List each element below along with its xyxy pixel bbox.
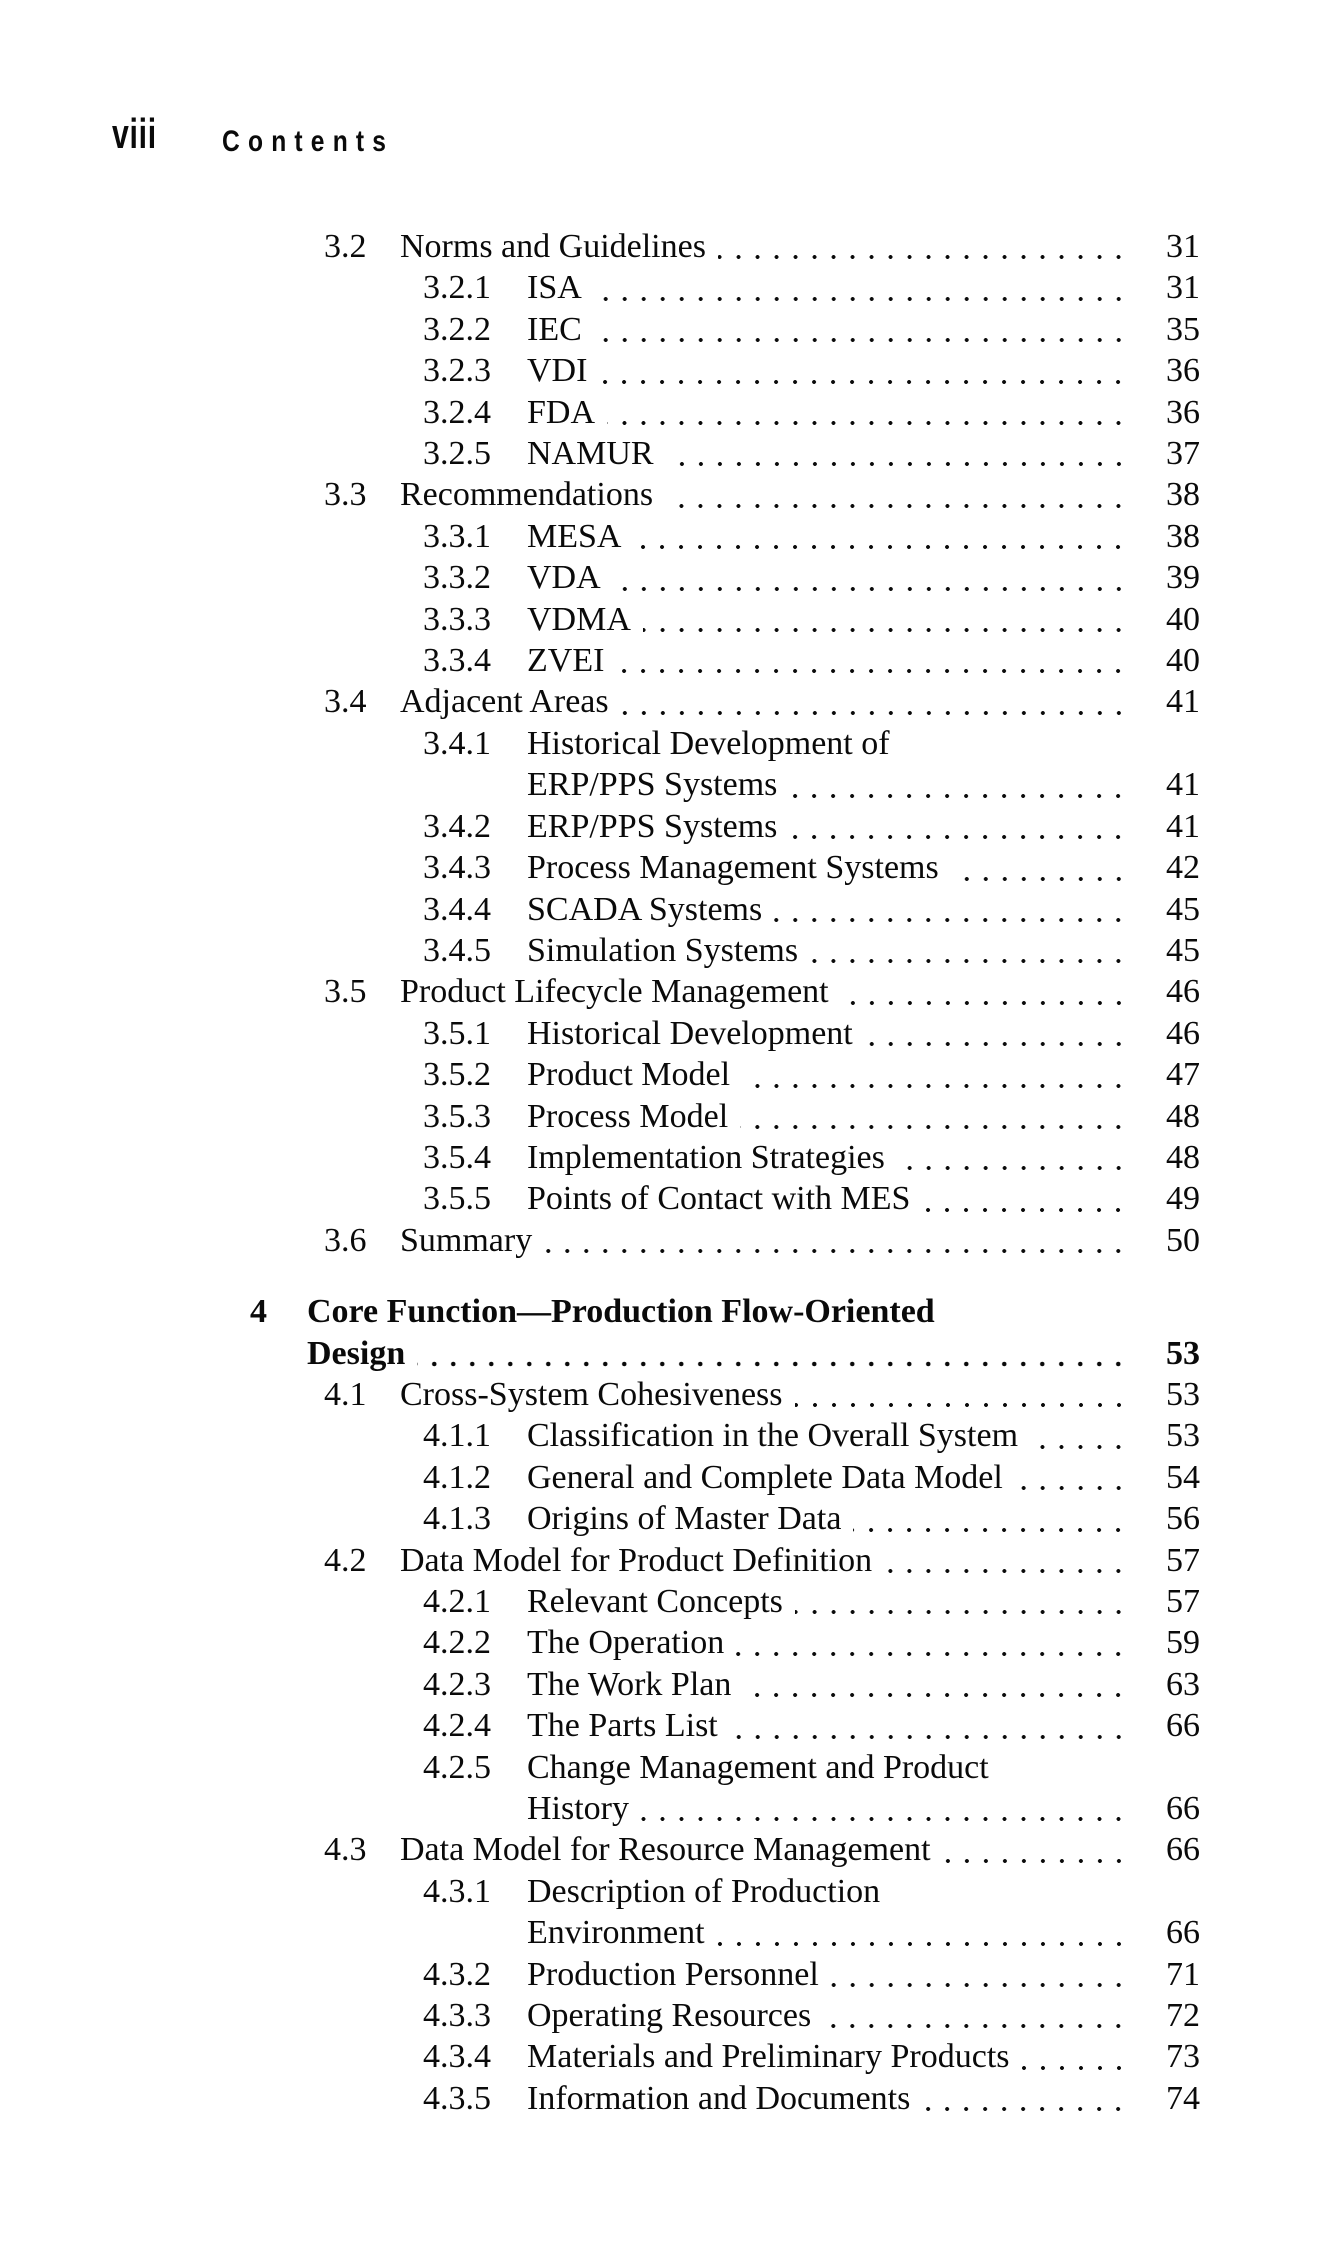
dot-leader xyxy=(1030,1415,1128,1456)
toc-entry-page: 37 xyxy=(1166,435,1200,473)
toc-entry-title-continuation: Design xyxy=(307,1334,406,1372)
toc-entry-number: 3.2.2 xyxy=(423,310,491,348)
toc-entry-title: Materials and Preliminary Products xyxy=(527,2038,1010,2076)
toc-entry-page: 53 xyxy=(1166,1417,1200,1455)
toc-entry-number: 3.2.4 xyxy=(423,393,491,431)
toc-entry xyxy=(423,1013,1200,1054)
toc-entry xyxy=(423,1096,1200,1137)
toc-entry-number: 4.3.1 xyxy=(423,1872,491,1910)
toc-entry-title: Cross-System Cohesiveness xyxy=(400,1375,783,1413)
toc-entry-number: 3.5.4 xyxy=(423,1138,491,1176)
toc-entry-page: 41 xyxy=(1166,766,1200,804)
toc-entry-page: 45 xyxy=(1166,931,1200,969)
toc-entry-number: 3.5.5 xyxy=(423,1180,491,1218)
toc-entry-number: 4.2.2 xyxy=(423,1624,491,1662)
dot-leader xyxy=(599,350,1128,391)
toc-entry-page: 72 xyxy=(1166,1997,1200,2035)
folio-page-number: viii xyxy=(112,110,157,157)
toc-entry xyxy=(423,1747,1200,1788)
toc-entry-page: 40 xyxy=(1166,642,1200,680)
toc-entry xyxy=(423,847,1200,888)
toc-entry xyxy=(423,1581,1200,1622)
toc-entry-title: FDA xyxy=(527,393,596,431)
toc-entry xyxy=(527,1788,1200,1829)
toc-entry-page: 57 xyxy=(1166,1541,1200,1579)
toc-entry-number: 4.3.2 xyxy=(423,1955,491,1993)
toc-entry-title: Core Function—Production Flow-Oriented xyxy=(307,1293,935,1331)
toc-entry-title: Description of Production xyxy=(527,1872,881,1910)
dot-leader xyxy=(621,681,1128,722)
toc-entry-title: Origins of Master Data xyxy=(527,1500,842,1538)
dot-leader xyxy=(613,557,1128,598)
toc-entry-number: 3.3.1 xyxy=(423,517,491,555)
toc-entry xyxy=(423,1954,1200,1995)
toc-entry xyxy=(423,433,1200,474)
toc-entry-number: 3.5.3 xyxy=(423,1097,491,1135)
toc-entry-title: VDI xyxy=(527,352,588,390)
toc-entry-title: Process Model xyxy=(527,1097,729,1135)
toc-entry-page: 36 xyxy=(1166,393,1200,431)
toc-entry-page: 53 xyxy=(1166,1334,1200,1372)
dot-leader xyxy=(810,930,1128,971)
dot-leader xyxy=(594,309,1128,350)
dot-leader xyxy=(865,1013,1128,1054)
toc-entry-page: 39 xyxy=(1166,559,1200,597)
toc-entry xyxy=(423,350,1200,391)
toc-entry-page: 73 xyxy=(1166,2038,1200,2076)
toc-entry-number: 3.3 xyxy=(324,476,367,514)
dot-leader xyxy=(743,1664,1128,1705)
dot-leader xyxy=(897,1137,1128,1178)
toc-entry xyxy=(423,1622,1200,1663)
toc-entry xyxy=(324,226,1200,267)
toc-entry-number: 4.3.5 xyxy=(423,2079,491,2117)
toc-entry-number: 4.3.4 xyxy=(423,2038,491,2076)
toc-entry-number: 3.4 xyxy=(324,683,367,721)
toc-entry-number: 4.1.2 xyxy=(423,1458,491,1496)
toc-entry-number: 4.1 xyxy=(324,1375,367,1413)
toc-entry-number: 3.5.2 xyxy=(423,1056,491,1094)
toc-entry-title-continuation: History xyxy=(527,1790,629,1828)
toc-entry-page: 53 xyxy=(1166,1375,1200,1413)
toc-entry xyxy=(423,889,1200,930)
toc-entry xyxy=(423,1995,1200,2036)
toc-entry-title: Points of Contact with MES xyxy=(527,1180,911,1218)
toc-entry xyxy=(423,267,1200,308)
toc-entry-title: Norms and Guidelines xyxy=(400,228,706,265)
toc-entry-page: 48 xyxy=(1166,1138,1200,1176)
toc-entry-number: 3.4.1 xyxy=(423,724,491,762)
toc-entry-title: Recommendations xyxy=(400,476,654,514)
toc-entry xyxy=(423,309,1200,350)
toc-entry-page: 66 xyxy=(1166,1790,1200,1828)
dot-leader xyxy=(665,474,1128,515)
toc-entry-number: 4.2.4 xyxy=(423,1707,491,1745)
toc-entry xyxy=(423,1054,1200,1095)
toc-entry-number: 4.2.5 xyxy=(423,1748,491,1786)
toc-entry-page: 66 xyxy=(1166,1707,1200,1745)
toc-entry-page: 42 xyxy=(1166,849,1200,887)
toc-entry-title: ZVEI xyxy=(527,642,605,680)
toc-entry-number: 3.6 xyxy=(324,1221,367,1259)
toc-entry xyxy=(324,1220,1200,1261)
toc-entry-title: NAMUR xyxy=(527,435,654,473)
dot-leader xyxy=(795,1581,1128,1622)
toc-entry-number: 3.2.3 xyxy=(423,352,491,390)
toc-entry-page: 38 xyxy=(1166,476,1200,514)
toc-entry-page: 56 xyxy=(1166,1500,1200,1538)
toc-entry xyxy=(423,1415,1200,1456)
toc-entry xyxy=(423,1871,1200,1912)
toc-entry-page: 31 xyxy=(1166,228,1200,265)
dot-leader xyxy=(841,971,1128,1012)
toc-entry-number: 4.1.1 xyxy=(423,1417,491,1455)
toc-entry xyxy=(307,1333,1200,1374)
toc-entry xyxy=(423,930,1200,971)
toc-entry xyxy=(324,474,1200,515)
toc-entry-title: Historical Development xyxy=(527,1014,853,1052)
toc-entry xyxy=(527,764,1200,805)
toc-entry-title: ERP/PPS Systems xyxy=(527,807,778,845)
toc-entry-page: 41 xyxy=(1166,807,1200,845)
toc-entry-number: 4.3 xyxy=(324,1831,367,1869)
dot-leader xyxy=(795,1374,1129,1415)
toc-entry-page: 38 xyxy=(1166,517,1200,555)
toc-entry xyxy=(423,2036,1200,2077)
toc-entry-number: 3.5 xyxy=(324,973,367,1011)
toc-entry-page: 66 xyxy=(1166,1831,1200,1869)
toc-entry-page: 49 xyxy=(1166,1180,1200,1218)
toc-entry-page: 63 xyxy=(1166,1665,1200,1703)
toc-entry-page: 59 xyxy=(1166,1624,1200,1662)
toc-entry xyxy=(324,971,1200,1012)
toc-list xyxy=(250,226,1200,2119)
toc-entry-title-continuation: Environment xyxy=(527,1914,705,1952)
toc-entry-page: 71 xyxy=(1166,1955,1200,1993)
toc-entry xyxy=(423,2078,1200,2119)
toc-entry xyxy=(527,1912,1200,1953)
dot-leader xyxy=(742,1054,1128,1095)
toc-entry xyxy=(324,1829,1200,1870)
toc-entry-title: Simulation Systems xyxy=(527,931,799,969)
toc-entry xyxy=(423,640,1200,681)
dot-leader xyxy=(922,2078,1128,2119)
dot-leader xyxy=(633,516,1128,557)
toc-entry xyxy=(250,1291,1200,1332)
dot-leader xyxy=(922,1178,1128,1219)
toc-entry-number: 3.2.5 xyxy=(423,435,491,473)
toc-entry xyxy=(423,599,1200,640)
toc-entry-page: 35 xyxy=(1166,310,1200,348)
toc-entry-title: Summary xyxy=(400,1221,533,1259)
toc-entry-number: 4 xyxy=(250,1293,267,1331)
dot-leader xyxy=(616,640,1128,681)
dot-leader xyxy=(607,392,1128,433)
toc-entry-page: 54 xyxy=(1166,1458,1200,1496)
toc-entry-title: Relevant Concepts xyxy=(527,1583,783,1620)
dot-leader xyxy=(594,267,1128,308)
dot-leader xyxy=(736,1622,1128,1663)
toc-entry-number: 3.4.3 xyxy=(423,849,491,887)
toc-entry-number: 4.3.3 xyxy=(423,1997,491,2035)
toc-entry-title: Implementation Strategies xyxy=(527,1138,885,1176)
dot-leader xyxy=(740,1096,1128,1137)
toc-entry-number: 4.2.3 xyxy=(423,1665,491,1703)
dot-leader xyxy=(1015,1457,1128,1498)
toc-entry-title: Data Model for Resource Management xyxy=(400,1831,931,1869)
dot-leader xyxy=(718,226,1128,267)
dot-leader xyxy=(789,806,1128,847)
toc-entry-page: 45 xyxy=(1166,890,1200,928)
toc-entry-title: SCADA Systems xyxy=(527,890,763,928)
toc-entry-title: MESA xyxy=(527,517,622,555)
toc-entry-number: 3.4.4 xyxy=(423,890,491,928)
toc-entry-title: The Parts List xyxy=(527,1707,718,1745)
dot-leader xyxy=(943,1829,1128,1870)
toc-entry-title: Adjacent Areas xyxy=(400,683,609,721)
toc-entry xyxy=(423,1498,1200,1539)
dot-leader xyxy=(717,1912,1128,1953)
toc-entry-title: Operating Resources xyxy=(527,1997,812,2035)
toc-entry-number: 3.2 xyxy=(324,228,367,265)
dot-leader xyxy=(643,599,1128,640)
toc-entry xyxy=(423,392,1200,433)
dot-leader xyxy=(1022,2036,1128,2077)
toc-entry xyxy=(423,557,1200,598)
toc-entry-number: 4.2.1 xyxy=(423,1583,491,1620)
toc-entry-title: IEC xyxy=(527,310,582,348)
dot-leader xyxy=(951,847,1128,888)
toc-entry xyxy=(423,806,1200,847)
toc-entry-number: 3.3.3 xyxy=(423,600,491,638)
toc-entry-title: Historical Development of xyxy=(527,724,890,762)
toc-entry-number: 4.2 xyxy=(324,1541,367,1579)
toc-entry xyxy=(324,1374,1200,1415)
toc-entry-page: 36 xyxy=(1166,352,1200,390)
toc-entry-title: Process Management Systems xyxy=(527,849,939,887)
toc-entry-title: The Operation xyxy=(527,1624,725,1662)
toc-entry-title: Classification in the Overall System xyxy=(527,1417,1019,1455)
toc-entry-title: Production Personnel xyxy=(527,1955,819,1993)
toc-entry-number: 3.4.2 xyxy=(423,807,491,845)
toc-entry-page: 40 xyxy=(1166,600,1200,638)
dot-leader xyxy=(730,1705,1128,1746)
dot-leader xyxy=(853,1498,1128,1539)
dot-leader xyxy=(641,1788,1128,1829)
toc-entry-page: 57 xyxy=(1166,1583,1200,1620)
toc-entry-title: The Work Plan xyxy=(527,1665,732,1703)
toc-entry-number: 4.1.3 xyxy=(423,1500,491,1538)
toc-entry-title: Product Model xyxy=(527,1056,731,1094)
toc-entry-page: 46 xyxy=(1166,973,1200,1011)
toc-entry xyxy=(423,1457,1200,1498)
toc-entry xyxy=(324,1540,1200,1581)
toc-entry-title: Product Lifecycle Management xyxy=(400,973,829,1011)
toc-entry-title: ISA xyxy=(527,269,582,307)
dot-leader xyxy=(831,1954,1128,1995)
toc-entry-page: 47 xyxy=(1166,1056,1200,1094)
dot-leader xyxy=(544,1220,1128,1261)
dot-leader xyxy=(789,764,1128,805)
toc-entry xyxy=(423,1705,1200,1746)
toc-entry xyxy=(423,723,1200,764)
toc-entry-number: 3.5.1 xyxy=(423,1014,491,1052)
toc-entry-page: 48 xyxy=(1166,1097,1200,1135)
dot-leader xyxy=(774,889,1128,930)
toc-entry-page: 50 xyxy=(1166,1221,1200,1259)
toc-entry-number: 3.3.2 xyxy=(423,559,491,597)
toc-entry-title: Information and Documents xyxy=(527,2079,911,2117)
toc-entry-number: 3.2.1 xyxy=(423,269,491,307)
toc-entry-page: 46 xyxy=(1166,1014,1200,1052)
dot-leader xyxy=(666,433,1128,474)
dot-leader xyxy=(417,1333,1128,1374)
toc-entry xyxy=(423,1664,1200,1705)
toc-entry-page: 74 xyxy=(1166,2079,1200,2117)
toc-entry-title: General and Complete Data Model xyxy=(527,1458,1003,1496)
toc-entry-page: 41 xyxy=(1166,683,1200,721)
toc-entry-title: VDA xyxy=(527,559,601,597)
toc-entry-title: Data Model for Product Definition xyxy=(400,1541,873,1579)
toc-entry-title-continuation: ERP/PPS Systems xyxy=(527,766,778,804)
toc-entry-page: 66 xyxy=(1166,1914,1200,1952)
toc-entry-page: 31 xyxy=(1166,269,1200,307)
toc-entry-title: Change Management and Product xyxy=(527,1748,989,1786)
dot-leader xyxy=(884,1540,1128,1581)
toc-entry-number: 3.3.4 xyxy=(423,642,491,680)
toc-entry xyxy=(423,1137,1200,1178)
toc-entry xyxy=(423,1178,1200,1219)
toc-entry-title: VDMA xyxy=(527,600,631,638)
toc-entry-number: 3.4.5 xyxy=(423,931,491,969)
toc-entry xyxy=(423,516,1200,557)
toc-entry xyxy=(324,681,1200,722)
dot-leader xyxy=(823,1995,1128,2036)
running-header: Contents xyxy=(222,125,395,158)
